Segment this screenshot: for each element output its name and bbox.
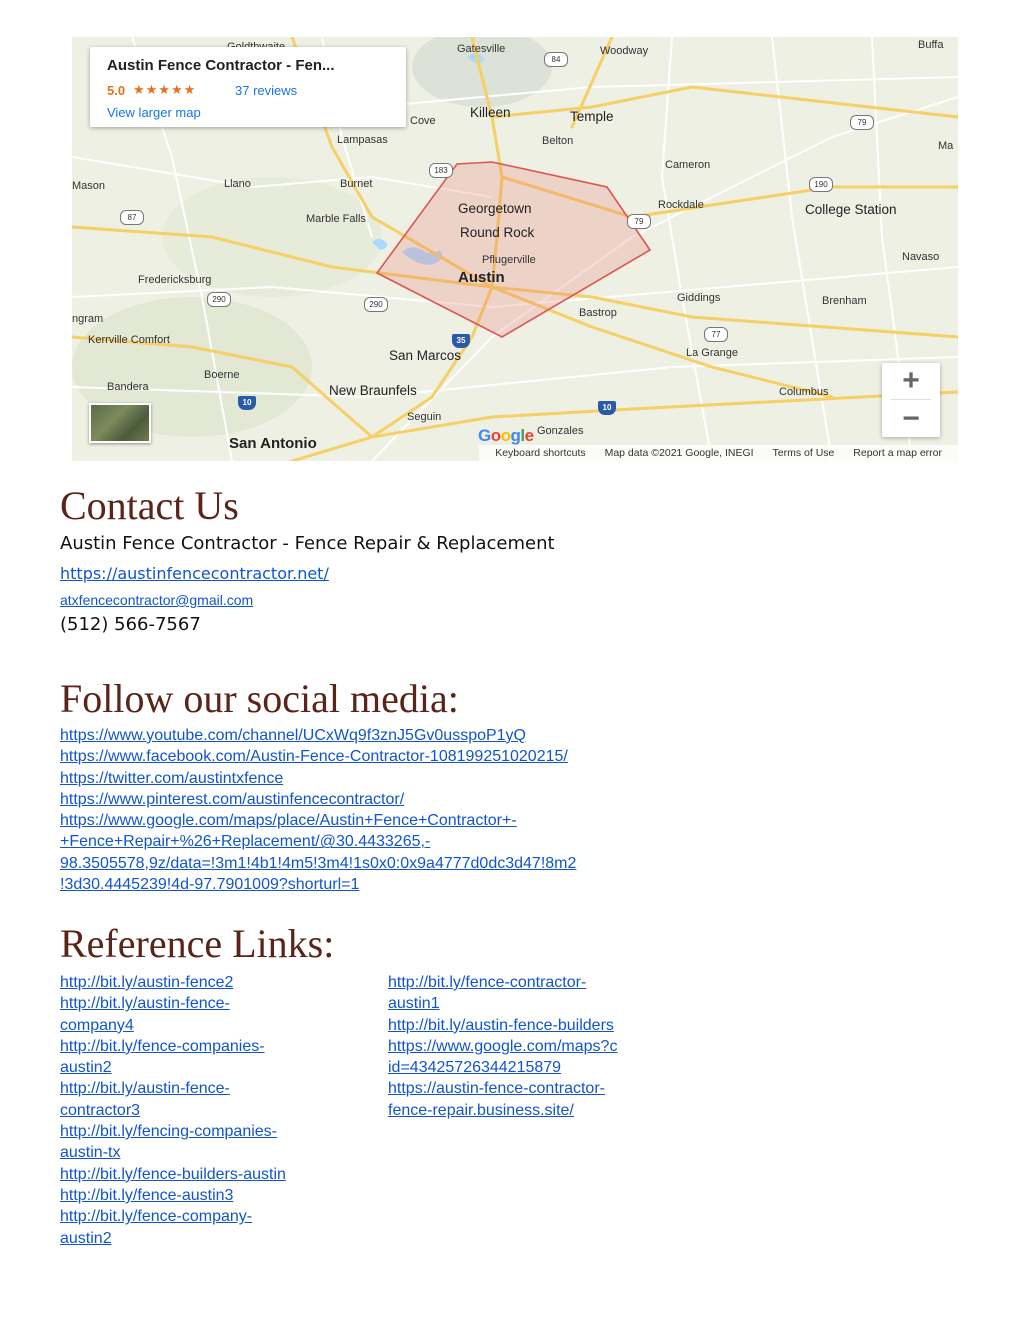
reviews-link[interactable]: 37 reviews — [235, 83, 298, 98]
map-city-label: Navaso — [902, 251, 940, 263]
highway-shield-icon: 84 — [544, 52, 568, 67]
zoom-divider — [891, 399, 931, 400]
map-city-label: Buffa — [918, 39, 944, 51]
reference-link[interactable]: company4 — [60, 1016, 134, 1034]
google-logo: Google — [478, 426, 534, 445]
website-link[interactable]: https://austinfencecontractor.net/ — [60, 564, 329, 583]
reference-link[interactable]: http://bit.ly/fence-company- — [60, 1208, 253, 1226]
reference-link[interactable]: austin1 — [388, 995, 440, 1013]
social-link[interactable]: https://www.pinterest.com/austinfencecontractor/ — [60, 790, 405, 808]
reference-link[interactable]: https://www.google.com/maps?c — [388, 1037, 618, 1055]
view-larger-map-link[interactable]: View larger map — [107, 105, 201, 120]
highway-shield-icon: 35 — [452, 334, 470, 348]
place-rating: 5.0 — [107, 83, 126, 98]
map-city-label: Temple — [570, 109, 614, 124]
reference-links-right-column — [388, 972, 617, 1121]
social-link[interactable]: https://twitter.com/austintxfence — [60, 769, 284, 787]
reference-link[interactable]: http://bit.ly/fence-austin3 — [60, 1186, 234, 1204]
map-city-label: Pflugerville — [482, 254, 536, 266]
highway-shield-icon: 183 — [429, 163, 453, 178]
map-attribution-bar — [479, 445, 958, 461]
highway-shield-icon: 87 — [120, 210, 144, 225]
map-city-label: Giddings — [677, 292, 721, 304]
social-heading: Follow our social media: — [60, 676, 459, 721]
business-name: Austin Fence Contractor - Fence Repair & Replacement — [60, 533, 555, 554]
reference-link[interactable]: http://bit.ly/austin-fence- — [60, 1080, 230, 1098]
map-city-label: Columbus — [779, 386, 829, 398]
social-link[interactable]: !3d30.4445239!4d-97.7901009?shorturl=1 — [60, 876, 360, 894]
terms-of-use-link[interactable]: Terms of Use — [772, 447, 835, 459]
highway-shield-icon: 77 — [704, 327, 728, 342]
map-city-label: Llano — [224, 178, 251, 190]
map-city-label: College Station — [805, 202, 897, 217]
reference-link[interactable]: http://bit.ly/austin-fence- — [60, 995, 230, 1013]
highway-shield-icon: 10 — [238, 396, 256, 410]
map-city-label: Bandera — [107, 381, 149, 393]
zoom-in-button[interactable]: + — [902, 364, 920, 397]
reference-link[interactable]: austin2 — [60, 1059, 112, 1077]
zoom-out-button[interactable]: − — [902, 402, 920, 435]
reference-link[interactable]: austin-tx — [60, 1144, 121, 1162]
reference-link[interactable]: contractor3 — [60, 1101, 141, 1119]
map-city-label: San Antonio — [229, 435, 317, 452]
map-city-label: Cove — [410, 115, 436, 127]
map-city-label: Gatesville — [457, 43, 506, 55]
keyboard-shortcuts-link[interactable]: Keyboard shortcuts — [495, 447, 586, 459]
map-city-label: La Grange — [686, 347, 738, 359]
map-city-label: Fredericksburg — [138, 274, 212, 286]
reference-link[interactable]: http://bit.ly/fencing-companies- — [60, 1123, 277, 1141]
place-info-card — [90, 47, 406, 127]
map-city-label: Seguin — [407, 411, 442, 423]
map-city-label: Bastrop — [579, 307, 617, 319]
embedded-map[interactable] — [72, 37, 958, 461]
social-links-list — [60, 725, 576, 895]
report-map-error-link[interactable]: Report a map error — [853, 447, 942, 459]
map-data-credit: Map data ©2021 Google, INEGI — [604, 447, 754, 459]
reference-link[interactable]: http://bit.ly/fence-contractor- — [388, 974, 587, 991]
highway-shield-icon: 79 — [627, 214, 651, 229]
map-city-label: Ma — [938, 140, 954, 152]
reference-link[interactable]: https://austin-fence-contractor- — [388, 1080, 605, 1098]
contact-heading: Contact Us — [60, 483, 239, 528]
map-city-label: Marble Falls — [306, 213, 366, 225]
map-city-label: Boerne — [204, 369, 240, 381]
reference-link[interactable]: austin2 — [60, 1229, 112, 1247]
map-city-label: ngram — [72, 313, 104, 325]
reference-links-left-column — [60, 972, 286, 1249]
map-city-label: New Braunfels — [329, 383, 417, 398]
map-city-label: Brenham — [822, 295, 867, 307]
reference-link[interactable]: id=43425726344215879 — [388, 1059, 562, 1077]
highway-shield-icon: 190 — [809, 177, 833, 192]
zoom-controls — [882, 363, 940, 437]
social-link[interactable]: https://www.facebook.com/Austin-Fence-Contractor-108199251020215/ — [60, 748, 568, 766]
social-link[interactable]: https://www.youtube.com/channel/UCxWq9f3znJ5Gv0usspoP1yQ — [60, 727, 526, 744]
email-link[interactable]: atxfencecontractor@gmail.com — [60, 592, 254, 608]
reference-link[interactable]: http://bit.ly/austin-fence2 — [60, 974, 234, 991]
highway-shield-icon: 290 — [207, 292, 231, 307]
map-city-label: Woodway — [600, 45, 649, 57]
map-city-label: Kerrville Comfort — [88, 334, 170, 346]
map-city-label: Rockdale — [658, 199, 704, 211]
rating-stars-icon: ★★★★★ — [133, 82, 197, 97]
reference-link[interactable]: http://bit.ly/fence-companies- — [60, 1037, 265, 1055]
map-city-label: Killeen — [470, 105, 511, 120]
map-city-label: Georgetown — [458, 201, 532, 216]
map-city-label: Mason — [72, 180, 106, 192]
reference-link[interactable]: fence-repair.business.site/ — [388, 1101, 574, 1119]
highway-shield-icon: 10 — [598, 401, 616, 415]
phone-number: (512) 566-7567 — [60, 614, 201, 635]
satellite-toggle-thumbnail[interactable] — [89, 403, 151, 443]
highway-shield-icon: 79 — [850, 115, 874, 130]
reference-heading: Reference Links: — [60, 921, 335, 966]
map-city-label: Gonzales — [537, 425, 584, 437]
map-city-label: Burnet — [340, 178, 373, 190]
map-city-label: Lampasas — [337, 134, 388, 146]
highway-shield-icon: 290 — [364, 297, 388, 312]
map-city-label: Austin — [458, 269, 505, 286]
map-city-label: Round Rock — [460, 225, 535, 240]
place-title[interactable]: Austin Fence Contractor - Fen... — [107, 57, 335, 74]
social-link[interactable]: https://www.google.com/maps/place/Austin+Fence+Contractor+- — [60, 812, 517, 830]
reference-link[interactable]: http://bit.ly/fence-builders-austin — [60, 1165, 286, 1183]
map-city-label: San Marcos — [389, 348, 462, 363]
map-city-label: Belton — [542, 135, 574, 147]
map-city-label: Cameron — [665, 159, 711, 171]
reference-link[interactable]: http://bit.ly/austin-fence-builders — [388, 1016, 614, 1034]
social-link[interactable]: 98.3505578,9z/data=!3m1!4b1!4m5!3m4!1s0x0:0x9a4777d0dc3d47!8m2 — [60, 854, 577, 872]
social-link[interactable]: +Fence+Repair+%26+Replacement/@30.4433265,- — [60, 833, 431, 851]
